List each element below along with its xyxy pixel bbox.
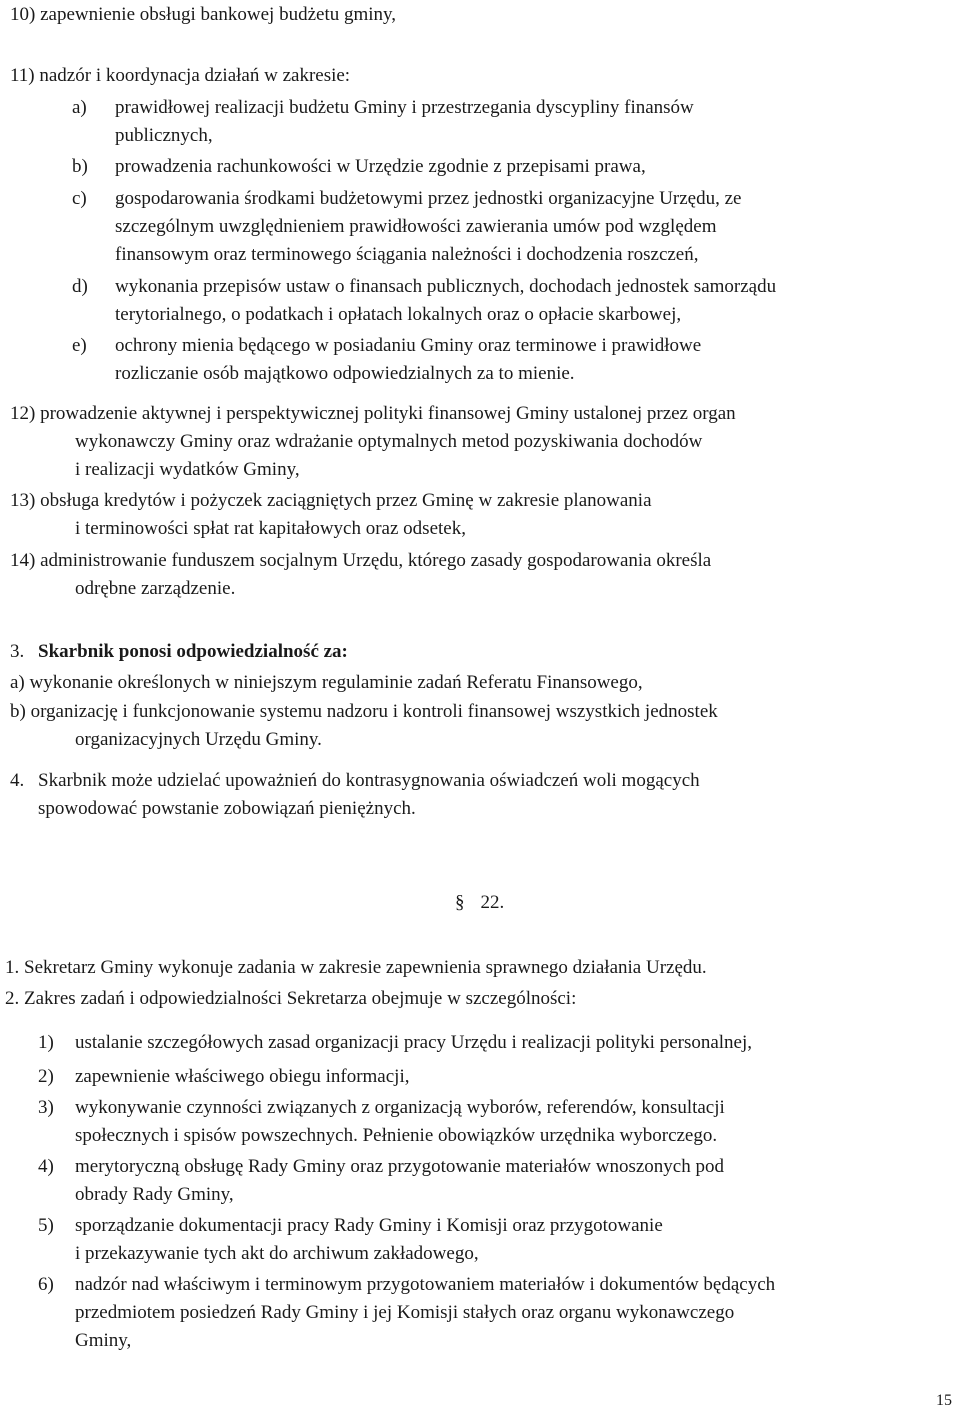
item-11b-line1: prowadzenia rachunkowości w Urzędzie zgodnie z przepisami prawa, xyxy=(115,156,646,177)
list-marker: 6) xyxy=(38,1274,54,1295)
list-marker: 2) xyxy=(38,1066,54,1087)
s22-paragraph-2: 2. Zakres zadań i odpowiedzialności Sekretarza obejmuje w szczególności: xyxy=(5,988,577,1009)
point-3a: a) wykonanie określonych w niniejszym regulaminie zadań Referatu Finansowego, xyxy=(10,672,643,693)
s22-item6-line2: przedmiotem posiedzeń Rady Gminy i jej Komisji stałych oraz organu wykonawczego xyxy=(75,1302,735,1323)
s22-paragraph-1: 1. Sekretarz Gminy wykonuje zadania w zakresie zapewnienia sprawnego działania Urzędu. xyxy=(5,957,707,978)
point-4-line2: spowodować powstanie zobowiązań pieniężnych. xyxy=(38,798,416,819)
page-number: 15 xyxy=(936,1392,952,1409)
s22-item4-line1: merytoryczną obsługę Rady Gminy oraz przygotowanie materiałów wnoszonych pod xyxy=(75,1156,724,1177)
item-11e-line2: rozliczanie osób majątkowo odpowiedzialnych za to mienie. xyxy=(115,363,575,384)
item-11d-line2: terytorialnego, o podatkach i opłatach lokalnych oraz o opłacie skarbowej, xyxy=(115,304,682,325)
point-4-number: 4. xyxy=(10,770,25,791)
item-11c-line1: gospodarowania środkami budżetowymi przez jednostki organizacyjne Urzędu, ze xyxy=(115,188,742,209)
s22-item3-line1: wykonywanie czynności związanych z organizacją wyborów, referendów, konsultacji xyxy=(75,1097,725,1118)
item-12-line2: wykonawczy Gminy oraz wdrażanie optymalnych metod pozyskiwania dochodów xyxy=(75,431,703,452)
section-number: 22. xyxy=(480,892,505,913)
s22-item1-line1: ustalanie szczegółowych zasad organizacji pracy Urzędu i realizacji polityki personalnej, xyxy=(75,1032,753,1053)
item-11c-line2: szczególnym uwzględnieniem prawidłowości zawierania umów pod względem xyxy=(115,216,717,237)
item-14-line2: odrębne zarządzenie. xyxy=(75,578,236,599)
point-3-number: 3. xyxy=(10,641,25,662)
s22-item6-line1: nadzór nad właściwym i terminowym przygotowaniem materiałów i dokumentów będących xyxy=(75,1274,776,1295)
s22-item5-line2: i przekazywanie tych akt do archiwum zakładowego, xyxy=(75,1243,479,1264)
item-14-line1: 14) administrowanie funduszem socjalnym Urzędu, którego zasady gospodarowania określa xyxy=(10,550,712,571)
point-3-heading: Skarbnik ponosi odpowiedzialność za: xyxy=(38,641,348,662)
section-symbol: § xyxy=(455,892,465,913)
list-marker: b) xyxy=(72,156,88,177)
point-3b-line2: organizacyjnych Urzędu Gminy. xyxy=(75,729,322,750)
item-13-line2: i terminowości spłat rat kapitałowych oraz odsetek, xyxy=(75,518,466,539)
list-marker: e) xyxy=(72,335,87,356)
s22-item5-line1: sporządzanie dokumentacji pracy Rady Gminy i Komisji oraz przygotowanie xyxy=(75,1215,663,1236)
item-12-line1: 12) prowadzenie aktywnej i perspektywicznej polityki finansowej Gminy ustalonej przez organ xyxy=(10,403,736,424)
list-marker: c) xyxy=(72,188,87,209)
list-marker: 3) xyxy=(38,1097,54,1118)
s22-item4-line2: obrady Rady Gminy, xyxy=(75,1184,234,1205)
item-11c-line3: finansowym oraz terminowego ściągania należności i dochodzenia roszczeń, xyxy=(115,244,699,265)
s22-item2-line1: zapewnienie właściwego obiegu informacji, xyxy=(75,1066,410,1087)
section-heading xyxy=(455,888,504,917)
item-11d-line1: wykonania przepisów ustaw o finansach publicznych, dochodach jednostek samorządu xyxy=(115,276,777,297)
point-4-line1: Skarbnik może udzielać upoważnień do kontrasygnowania oświadczeń woli mogących xyxy=(38,770,700,791)
item-12-line3: i realizacji wydatków Gminy, xyxy=(75,459,300,480)
point-3b-line1: b) organizację i funkcjonowanie systemu nadzoru i kontroli finansowej wszystkich jednostek xyxy=(10,701,718,722)
item-10: 10) zapewnienie obsługi bankowej budżetu gminy, xyxy=(10,4,397,25)
item-11a-line2: publicznych, xyxy=(115,125,213,146)
list-marker: 4) xyxy=(38,1156,54,1177)
list-marker: 5) xyxy=(38,1215,54,1236)
s22-item6-line3: Gminy, xyxy=(75,1330,132,1351)
list-marker: 1) xyxy=(38,1032,54,1053)
item-11-title: 11) nadzór i koordynacja działań w zakresie: xyxy=(10,65,351,86)
item-11e-line1: ochrony mienia będącego w posiadaniu Gminy oraz terminowe i prawidłowe xyxy=(115,335,702,356)
list-marker: a) xyxy=(72,97,87,118)
item-13-line1: 13) obsługa kredytów i pożyczek zaciągniętych przez Gminę w zakresie planowania xyxy=(10,490,652,511)
item-11a-line1: prawidłowej realizacji budżetu Gminy i przestrzegania dyscypliny finansów xyxy=(115,97,694,118)
list-marker: d) xyxy=(72,276,88,297)
s22-item3-line2: społecznych i spisów powszechnych. Pełnienie obowiązków urzędnika wyborczego. xyxy=(75,1125,718,1146)
